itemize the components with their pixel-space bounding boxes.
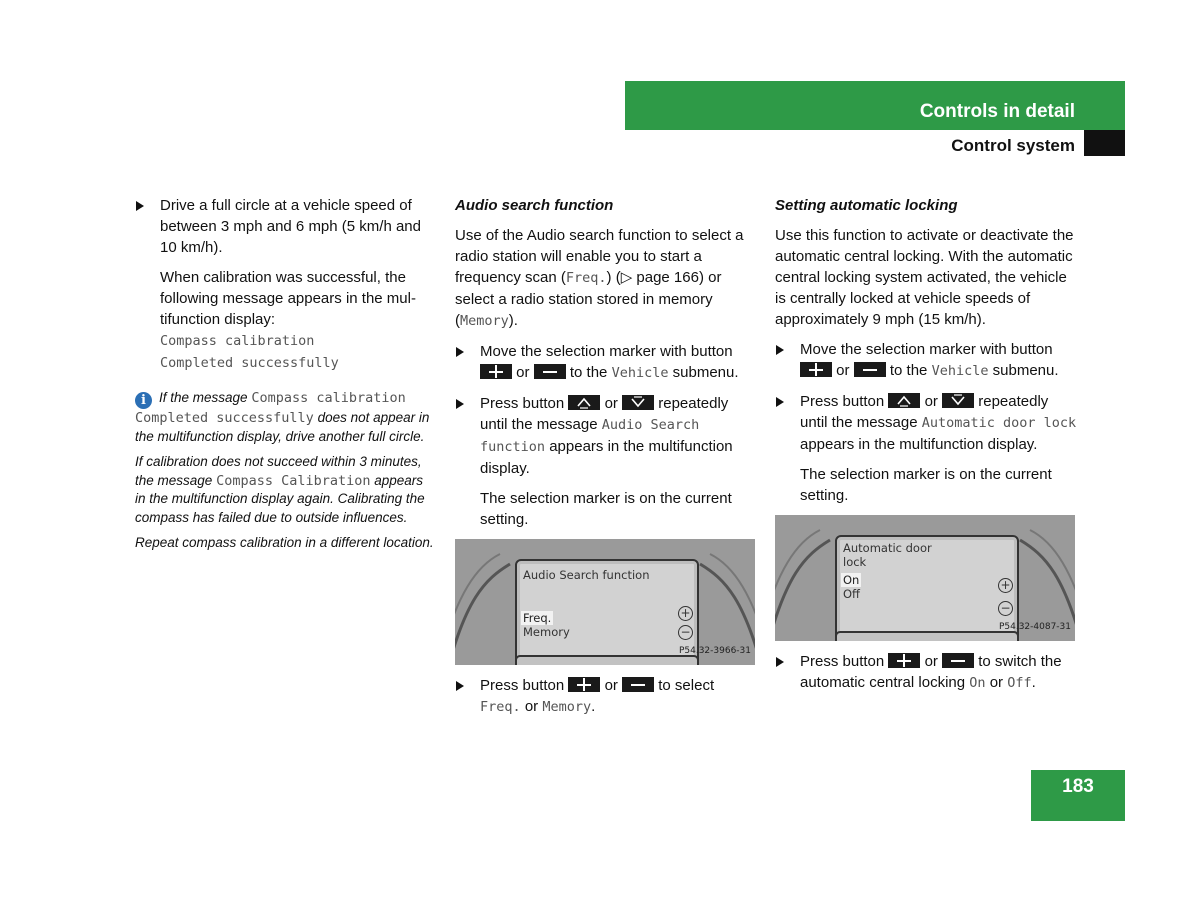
info-note — [135, 453, 435, 527]
step-text: to switch the automatic central locking — [800, 653, 1062, 691]
step-text: or — [924, 653, 938, 670]
plus-circle-icon: + — [678, 606, 693, 621]
multifunction-display-image — [775, 515, 1075, 641]
minus-circle-icon: − — [998, 601, 1013, 616]
display-message: Completed successfully — [135, 410, 314, 426]
minus-button-icon — [622, 677, 654, 692]
bullet-arrow-icon — [776, 345, 784, 355]
page-number: 183 — [1062, 776, 1094, 797]
display-message: Compass calibration — [251, 390, 406, 406]
step-text: Press button — [480, 395, 565, 412]
thumb-tab-marker — [1084, 130, 1125, 156]
display-title: lock — [843, 555, 867, 569]
info-note — [135, 389, 435, 446]
step-text: Press button — [800, 393, 885, 410]
multifunction-display-image — [455, 539, 755, 665]
info-icon: i — [135, 392, 152, 409]
step-text: Press button — [480, 677, 565, 694]
instruction-step — [135, 195, 435, 258]
display-message-line: Compass calibration — [160, 333, 315, 349]
result-paragraph: The selection marker is on the current setting. — [480, 490, 732, 528]
instruction-step — [455, 393, 757, 479]
minus-circle-icon: − — [678, 625, 693, 640]
section-title: Controls in detail — [919, 101, 1075, 122]
section-heading: Audio search function — [455, 197, 614, 214]
bullet-arrow-icon — [776, 397, 784, 407]
result-paragraph — [135, 267, 435, 374]
intro-text: ). — [508, 312, 518, 329]
intro-paragraph: Use this function to activate or deactivate the automatic central locking. With the automatic central locking system activated, the vehicle is centrally locked at vehicle speeds of approximately 9 mph (15 km/h). — [775, 227, 1074, 328]
instruction-step — [775, 651, 1077, 694]
display-option: Memory — [523, 625, 570, 639]
display-option-selected: Freq. — [523, 611, 552, 625]
bullet-arrow-icon — [136, 201, 144, 211]
bullet-arrow-icon — [456, 399, 464, 409]
step-text: submenu. — [672, 364, 739, 381]
column-middle — [455, 195, 757, 727]
intro-text: Use of the Audio search function to select a radio station will enable you to start a frequency scan ( — [455, 227, 744, 286]
intro-text: ) (▷ page 166) or select a radio station stored in memory ( — [455, 269, 722, 329]
step-text: Drive a full circle at a vehicle speed of between 3 mph and 6 mph (5 km/h and 10 km/h). — [160, 197, 421, 256]
step-text: appears in the multifunction display. — [800, 436, 1038, 453]
display-title: Automatic door — [843, 541, 932, 555]
up-button-icon — [568, 395, 600, 410]
plus-button-icon — [800, 362, 832, 377]
instruction-step — [455, 675, 757, 718]
display-title: Audio Search function — [523, 568, 650, 582]
display-message-line: Completed successfully — [160, 355, 339, 371]
display-message: Vehicle — [931, 363, 989, 379]
page-number-box — [1031, 770, 1125, 821]
note-text: appears in the multifunction display again. Calibrating the compass has failed due to outside influences. — [135, 472, 425, 525]
plus-button-icon — [568, 677, 600, 692]
step-text: Press button — [800, 653, 885, 670]
step-text: Move the selection marker with button — [480, 343, 733, 360]
step-text: or — [924, 393, 938, 410]
instruction-step — [775, 339, 1077, 382]
column-right — [775, 195, 1077, 703]
display-message: Vehicle — [611, 365, 669, 381]
step-text: repeatedly until the message — [480, 395, 729, 433]
step-text: or — [524, 698, 539, 715]
note-text: does not appear in the multifunction display, drive another full circle. — [135, 410, 430, 444]
bullet-arrow-icon — [456, 347, 464, 357]
display-lower-panel — [515, 655, 699, 665]
display-option: Off — [843, 587, 860, 601]
step-text: or — [516, 364, 530, 381]
display-screen — [835, 535, 1019, 641]
step-text: to the — [569, 364, 608, 381]
display-message: Off — [1007, 675, 1032, 691]
step-text: or — [989, 674, 1004, 691]
result-text: When calibration was successful, the following message appears in the mul-tifunction display: — [160, 269, 416, 328]
plus-circle-icon: + — [998, 578, 1013, 593]
bullet-arrow-icon — [776, 657, 784, 667]
down-button-icon — [942, 393, 974, 408]
display-screen — [515, 559, 699, 665]
display-message: Audio Search function — [480, 417, 700, 455]
display-option-selected: On — [843, 573, 860, 587]
display-message: Freq. — [480, 699, 521, 715]
section-header-bar — [625, 81, 1125, 130]
figure-code: P54.32-3966-31 — [678, 646, 751, 656]
step-text: Move the selection marker with button — [800, 341, 1053, 358]
minus-button-icon — [854, 362, 886, 377]
note-text: If calibration does not succeed within 3 minutes, the message — [135, 454, 422, 488]
up-button-icon — [888, 393, 920, 408]
minus-button-icon — [534, 364, 566, 379]
instruction-step — [455, 341, 757, 384]
note-text: If the message — [159, 390, 248, 405]
display-message: Freq. — [565, 270, 607, 286]
result-paragraph: The selection marker is on the current setting. — [800, 466, 1052, 504]
step-text: repeatedly until the message — [800, 393, 1049, 431]
plus-button-icon — [888, 653, 920, 668]
display-message: Memory — [542, 699, 592, 715]
step-text: or — [836, 362, 850, 379]
subsection-title: Control system — [951, 136, 1075, 155]
intro-paragraph — [455, 225, 757, 332]
bullet-arrow-icon — [456, 681, 464, 691]
step-text: submenu. — [992, 362, 1059, 379]
step-text: or — [604, 677, 618, 694]
down-button-icon — [622, 395, 654, 410]
column-left — [135, 195, 435, 560]
display-message: Automatic door lock — [921, 415, 1077, 431]
display-message: On — [969, 675, 986, 691]
display-message: Memory — [460, 313, 509, 329]
step-text: to the — [889, 362, 928, 379]
display-message: Compass Calibration — [216, 472, 371, 489]
plus-button-icon — [480, 364, 512, 379]
minus-button-icon — [942, 653, 974, 668]
section-heading: Setting automatic locking — [775, 197, 958, 214]
step-text: to select — [658, 677, 715, 694]
step-text: or — [604, 395, 618, 412]
step-text: . — [1031, 674, 1036, 691]
info-note: Repeat compass calibration in a different location. — [135, 535, 434, 550]
step-text: . — [591, 698, 596, 715]
figure-code: P54.32-4087-31 — [998, 622, 1071, 632]
step-text: appears in the multifunction display. — [480, 438, 733, 477]
display-lower-panel — [835, 631, 1019, 641]
instruction-step — [775, 391, 1077, 455]
